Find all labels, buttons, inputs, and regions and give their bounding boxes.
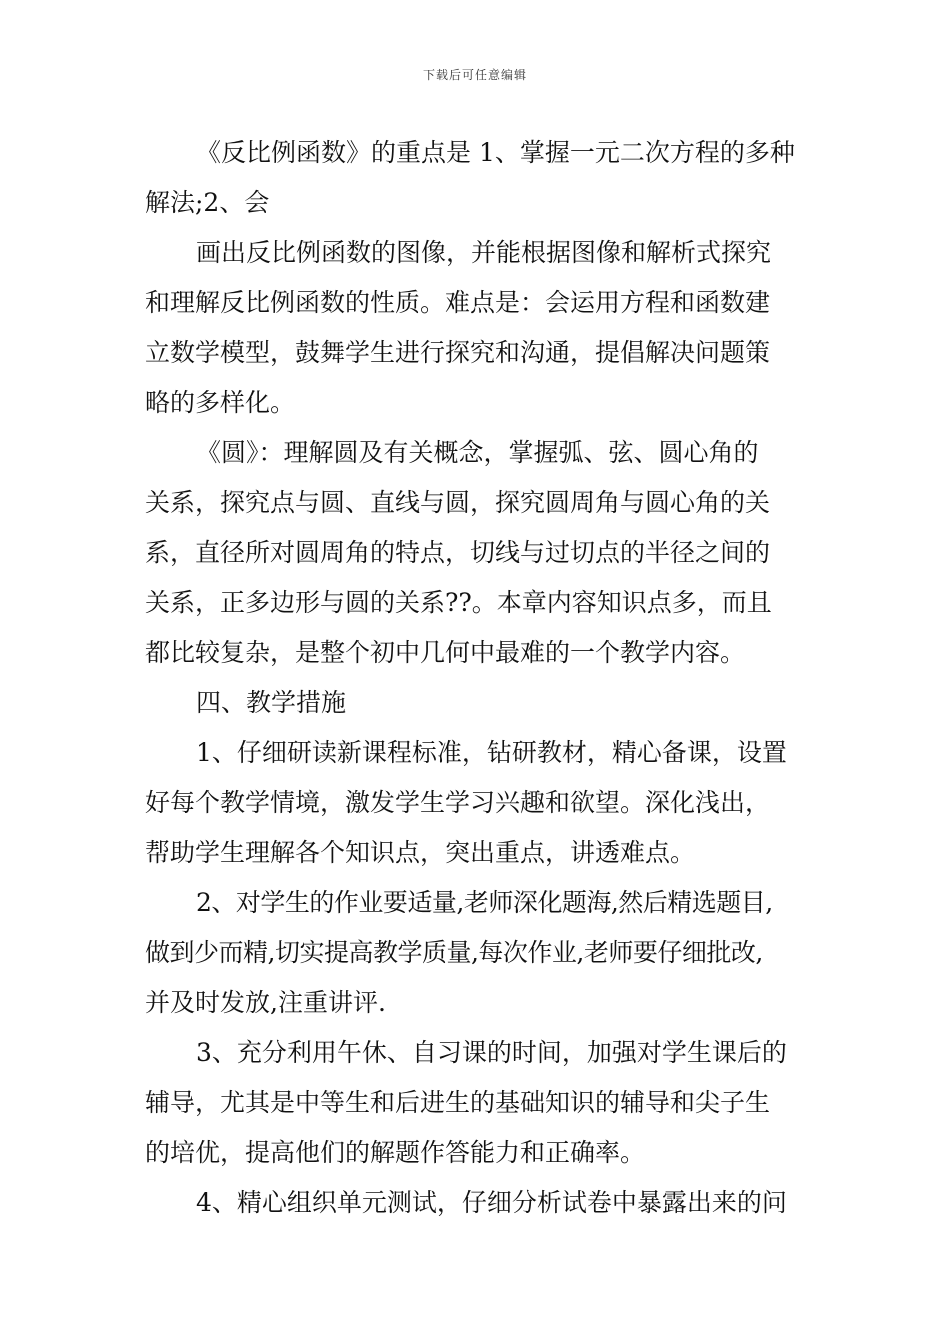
- text-line: 关系，探究点与圆、直线与圆，探究圆周角与圆心角的关: [145, 488, 771, 517]
- text-line: 3、充分利用午休、自习课的时间，加强对学生课后的: [196, 1038, 787, 1067]
- text-line: 做到少而精,切实提高教学质量,每次作业,老师要仔细批改,: [145, 938, 763, 967]
- text-line: 解法;2、会: [145, 188, 270, 217]
- text-line: 1、仔细研读新课程标准，钻研教材，精心备课，设置: [196, 738, 787, 767]
- text-line: 帮助学生理解各个知识点，突出重点，讲透难点。: [145, 838, 696, 867]
- text-line: 《圆》：理解圆及有关概念，掌握弧、弦、圆心角的: [196, 438, 759, 467]
- text-line: 并及时发放,注重讲评.: [145, 988, 386, 1017]
- text-line: 的培优，提高他们的解题作答能力和正确率。: [145, 1138, 646, 1167]
- text-line: 2、对学生的作业要适量,老师深化题海,然后精选题目,: [196, 888, 773, 917]
- text-line: 都比较复杂，是整个初中几何中最难的一个教学内容。: [145, 638, 746, 667]
- text-line: 系，直径所对圆周角的特点，切线与过切点的半径之间的: [145, 538, 771, 567]
- text-line: 立数学模型，鼓舞学生进行探究和沟通，提倡解决问题策: [145, 338, 771, 367]
- section-heading: 四、教学措施: [196, 688, 347, 717]
- text-line: 《反比例函数》的重点是 1、掌握一元二次方程的多种: [196, 138, 795, 167]
- text-line: 画出反比例函数的图像，并能根据图像和解析式探究: [196, 238, 772, 267]
- text-line: 关系，正多边形与圆的关系??。本章内容知识点多，而且: [145, 588, 772, 617]
- page-header: 下载后可任意编辑: [422, 68, 527, 82]
- document-body: [145, 128, 817, 1228]
- text-line: 略的多样化。: [145, 388, 296, 417]
- text-line: 4、精心组织单元测试，仔细分析试卷中暴露出来的问: [196, 1188, 787, 1217]
- text-line: 好每个教学情境，激发学生学习兴趣和欲望。深化浅出，: [145, 788, 771, 817]
- text-line: 和理解反比例函数的性质。难点是：会运用方程和函数建: [145, 288, 771, 317]
- text-line: 辅导，尤其是中等生和后进生的基础知识的辅导和尖子生: [145, 1088, 771, 1117]
